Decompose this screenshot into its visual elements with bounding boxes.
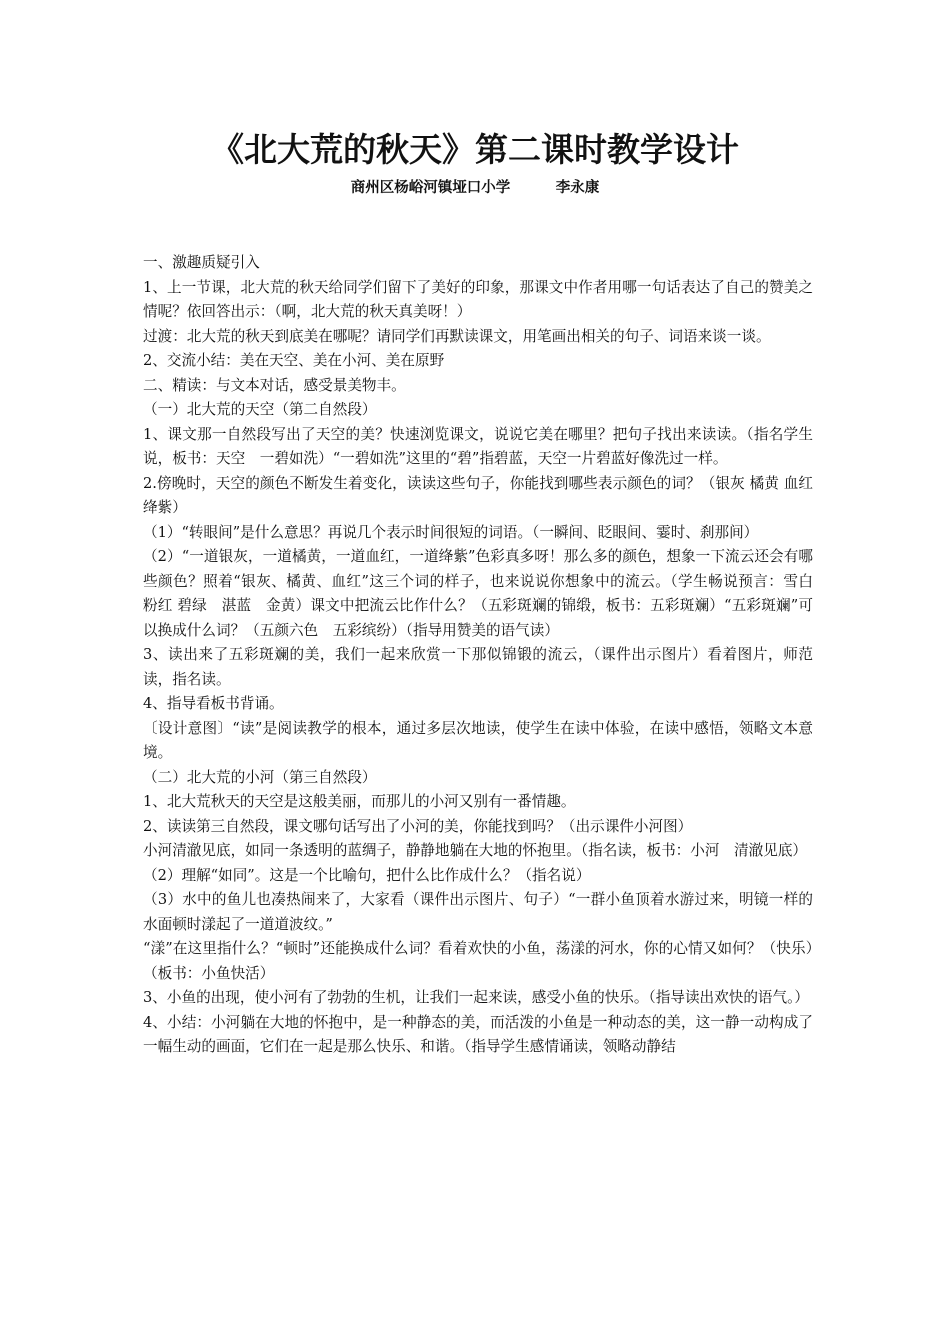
body-paragraph: 二、精读：与文本对话，感受景美物丰。: [143, 376, 406, 394]
body-paragraph: （1）“转眼间”是什么意思？再说几个表示时间很短的词语。（一瞬间、眨眼间、霎时、刹那间）: [143, 523, 759, 541]
body-paragraph: 2、交流小结：美在天空、美在小河、美在原野: [143, 352, 445, 369]
body-paragraph: 1、北大荒秋天的天空是这般美丽，而那儿的小河又别有一番情趣。: [143, 793, 576, 810]
body-paragraph: 4、小结：小河躺在大地的怀抱中，是一种静态的美，而活泼的小鱼是一种动态的美，这一静一动构成了一幅生动的画面，它们在一起是那么快乐、和谐。（指导学生感情诵读，领略动静结: [143, 1013, 813, 1055]
body-paragraph: 小河清澈见底，如同一条透明的蓝绸子，静静地躺在大地的怀抱里。（指名读，板书：小河 清澈见底）: [143, 842, 808, 859]
body-paragraph: （二）北大荒的小河（第三自然段）: [143, 768, 377, 786]
body-paragraph: 2.傍晚时，天空的颜色不断发生着变化，读读这些句子，你能找到哪些表示颜色的词？（银灰 橘黄 血红 绛紫）: [143, 474, 813, 516]
body-paragraph: “漾”在这里指什么？“顿时”还能换成什么词？看着欢快的小鱼，荡漾的河水，你的心情又如何？（快乐）（板书：小鱼快活）: [143, 940, 813, 982]
body-paragraph: 2、读读第三自然段，课文哪句话写出了小河的美，你能找到吗？（出示课件小河图）: [143, 817, 693, 835]
body-paragraph: 一、激趣质疑引入: [143, 254, 260, 271]
body-paragraph: （2）“一道银灰，一道橘黄，一道血红，一道绛紫”色彩真多呀！那么多的颜色，想象一下流云还会有哪些颜色？照着“银灰、橘黄、血红”这三个词的样子，也来说说你想象中的流云。（学生畅说预言：雪白 粉红 碧绿 湛蓝 金黄）课文中把流云比作什么？（五彩斑斓的锦缎，板书：五彩斑斓）“五彩斑斓”可以换成什么词？（五颜六色 五彩缤纷）（指导用赞美的语气读）: [143, 548, 828, 639]
body-paragraph: （2）理解“如同”。这是一个比喻句，把什么比作成什么？（指名说）: [143, 866, 591, 884]
body-paragraph: 4、指导看板书背诵。: [143, 695, 284, 712]
body-paragraph: 3、小鱼的出现，使小河有了勃勃的生机，让我们一起来读，感受小鱼的快乐。（指导读出欢快的语气。）: [143, 989, 810, 1006]
body-paragraph: （3）水中的鱼儿也凑热闹来了，大家看（课件出示图片、句子）“一群小鱼顶着水游过来，明镜一样的水面顿时漾起了一道道波纹。”: [143, 891, 813, 933]
body-paragraph: （一）北大荒的天空（第二自然段）: [143, 401, 377, 418]
document-subtitle: 商州区杨峪河镇垭口小学 李永康: [350, 180, 600, 196]
body-paragraph: 〔设计意图〕“读”是阅读教学的根本，通过多层次地读，使学生在读中体验，在读中感悟，领略文本意境。: [143, 719, 813, 761]
body-paragraph: 3、读出来了五彩斑斓的美，我们一起来欣赏一下那似锦锻的流云，（课件出示图片）看着图片，师范读，指名读。: [143, 646, 813, 688]
document-body: [143, 251, 828, 1060]
body-paragraph: 1、上一节课，北大荒的秋天给同学们留下了美好的印象，那课文中作者用哪一句话表达了自己的赞美之情呢？依回答出示：（啊，北大荒的秋天真美呀！）: [143, 278, 813, 320]
body-paragraph: 过渡：北大荒的秋天到底美在哪呢？请同学们再默读课文，用笔画出相关的句子、词语来谈一谈。: [143, 327, 771, 345]
document-title: 《北大荒的秋天》第二课时教学设计: [211, 130, 739, 169]
body-paragraph: 1、课文那一自然段写出了天空的美？快速浏览课文，说说它美在哪里？把句子找出来读读。（指名学生说，板书：天空 一碧如洗）“一碧如洗”这里的“碧”指碧蓝，天空一片碧蓝好像洗过一样。: [143, 425, 813, 467]
